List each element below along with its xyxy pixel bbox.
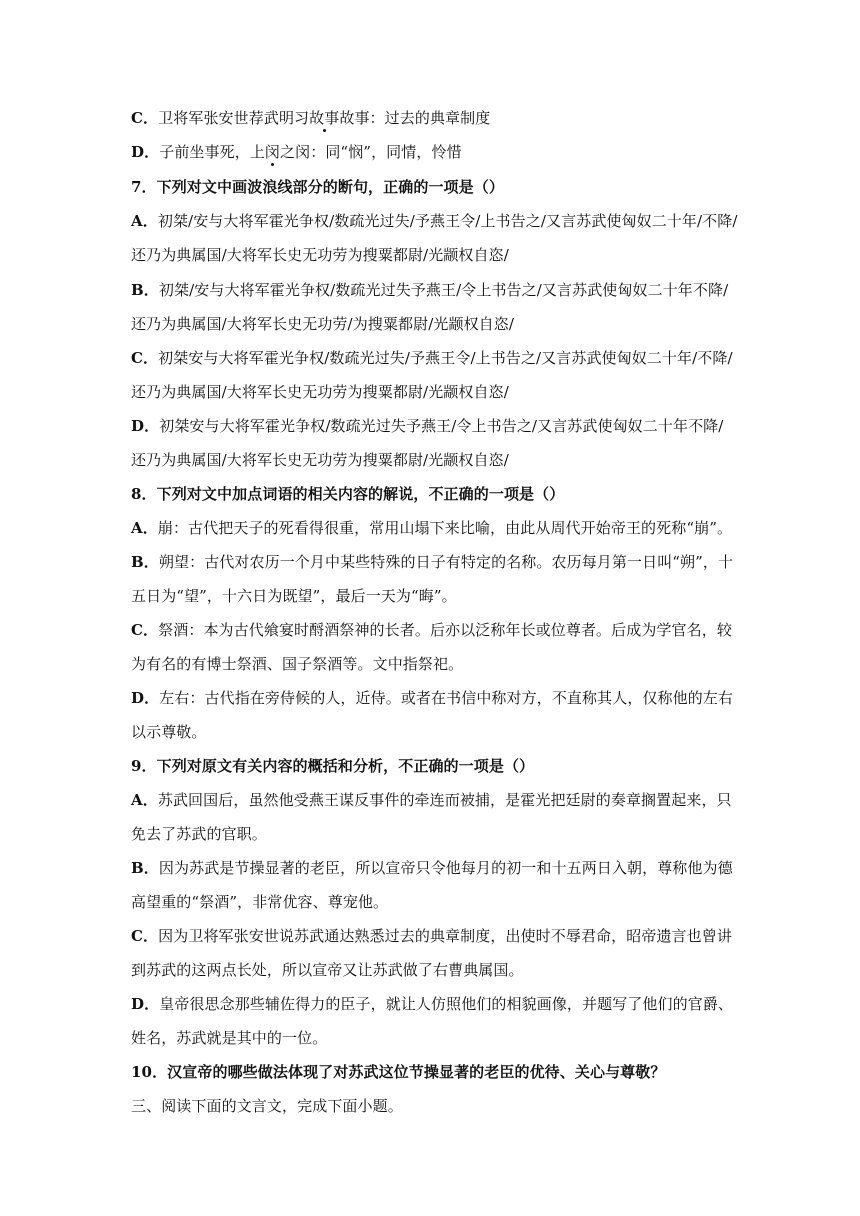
- q9-option-b-line1: [131, 858, 741, 878]
- option-text: 初桀安与大将军霍光争权/数疏光过失/予燕王令/上书告之/又言苏武使匈奴二十年/不降/: [158, 349, 733, 367]
- option-text: 初桀/安与大将军霍光争权/数疏光过失予燕王/令上书告之/又言苏武使匈奴二十年不降/: [158, 281, 729, 299]
- question-8: 8．下列对文中加点词语的相关内容的解说，不正确的一项是（）: [131, 485, 565, 503]
- option-label: C．: [131, 109, 159, 127]
- option-label: D．: [131, 417, 160, 435]
- question-9: 9．下列对原文有关内容的概括和分析，不正确的一项是（）: [131, 757, 535, 775]
- option-text: 故事：过去的典章制度: [339, 109, 491, 127]
- option-label: C．: [131, 349, 159, 367]
- q8-option-b-line2: 五日为“望”，十六日为既望”，最后一天为“晦”。: [131, 587, 457, 605]
- question-7: 7．下列对文中画波浪线部分的断句，正确的一项是（）: [131, 178, 504, 196]
- q9-option-d-line2: 姓名，苏武就是其中的一位。: [131, 1029, 328, 1047]
- q9-option-a-line2: 免去了苏武的官职。: [131, 825, 267, 843]
- q7-option-c-line1: [131, 348, 741, 368]
- q7-option-a-line1: [131, 211, 741, 231]
- option-d-line: [131, 142, 741, 162]
- option-text: 之闵：同“悯”，同情，怜惜: [280, 143, 462, 161]
- option-label: C．: [131, 621, 159, 639]
- q9-option-a-line1: [131, 790, 741, 810]
- option-text: 初桀安与大将军霍光争权/数疏光过失予燕王/令上书告之/又言苏武使匈奴二十年不降/: [159, 417, 724, 435]
- option-label: D．: [131, 689, 160, 707]
- option-label: B．: [131, 281, 159, 299]
- option-label: B．: [131, 553, 159, 571]
- option-label: C．: [131, 927, 159, 945]
- section-3-heading: 三、阅读下面的文言文，完成下面小题。: [131, 1097, 403, 1115]
- question-10: 10．汉宣帝的哪些做法体现了对苏武这位节操显著的老臣的优待、关心与尊敬？: [131, 1063, 666, 1081]
- q7-option-d-line1: [131, 416, 741, 436]
- q9-option-c-line1: [131, 926, 741, 946]
- option-c-line: [131, 108, 741, 128]
- q8-option-d-line2: 以示尊敬。: [131, 723, 207, 741]
- option-text: 苏武回国后，虽然他受燕王谋反事件的牵连而被捕，是霍光把廷尉的奏章搁置起来，只: [157, 791, 732, 809]
- q9-option-d-line1: [131, 994, 741, 1014]
- option-text: 崩：古代把天子的死看得很重，常用山塌下来比喻，由此从周代开始帝王的死称“崩”。: [157, 519, 733, 537]
- option-text: 皇帝很思念那些辅佐得力的臣子，就让人仿照他们的相貌画像，并题写了他们的官爵、: [159, 995, 734, 1013]
- option-label: A．: [131, 212, 158, 230]
- q7-option-b-line1: [131, 280, 741, 300]
- q9-option-c-line2: 到苏武的这两点长处，所以宣帝又让苏武做了右曹典属国。: [131, 961, 524, 979]
- option-text: 卫将军张安世荐武明习: [158, 109, 310, 127]
- option-text: 因为苏武是节操显著的老臣，所以宣帝只令他每月的初一和十五两日入朝，尊称他为德: [158, 859, 733, 877]
- q9-option-b-line2: 高望重的“祭酒”，非常优容、尊宠他。: [131, 893, 389, 911]
- option-text: 子前坐事死，上: [159, 143, 265, 161]
- q7-option-a-line2: 还乃为典属国/大将军长史无功劳为搜粟都尉/光颛权自恣/: [131, 246, 509, 264]
- q8-option-c-line2: 为有名的有博士祭酒、国子祭酒等。文中指祭祀。: [131, 655, 464, 673]
- option-text: 祭酒：本为古代飨宴时酹酒祭神的长者。后亦以泛称年长或位尊者。后成为学官名，较: [158, 621, 732, 639]
- option-text: 左右：古代指在旁侍候的人，近侍。或者在书信中称对方，不直称其人，仅称他的左右: [159, 689, 734, 707]
- q7-option-d-line2: 还乃为典属国/大将军长史无功劳为搜粟都尉/光颛权自恣/: [131, 451, 509, 469]
- option-label: A．: [131, 519, 158, 537]
- dotted-word: 故事: [309, 109, 340, 127]
- q7-option-b-line2: 还乃为典属国/大将军长史无功劳/为搜粟都尉/光颛权自恣/: [131, 315, 515, 333]
- option-label: D．: [131, 995, 160, 1013]
- q8-option-d-line1: [131, 688, 741, 708]
- option-label: B．: [131, 859, 159, 877]
- q7-option-c-line2: 还乃为典属国/大将军长史无功劳为搜粟都尉/光颛权自恣/: [131, 383, 509, 401]
- option-text: 初桀/安与大将军霍光争权/数疏光过失/予燕王令/上书告之/又言苏武使匈奴二十年/不降/: [157, 212, 738, 230]
- option-text: 朔望：古代对农历一个月中某些特殊的日子有特定的名称。农历每月第一日叫“朔”，十: [158, 553, 734, 571]
- q8-option-c-line1: [131, 620, 741, 640]
- option-label: D．: [131, 143, 160, 161]
- q8-option-b-line1: [131, 552, 741, 572]
- option-text: 因为卫将军张安世说苏武通达熟悉过去的典章制度，出使时不辱君命，昭帝遗言也曾讲: [158, 927, 732, 945]
- dotted-word: 闵: [264, 143, 281, 161]
- q8-option-a-line1: [131, 518, 741, 538]
- option-label: A．: [131, 791, 158, 809]
